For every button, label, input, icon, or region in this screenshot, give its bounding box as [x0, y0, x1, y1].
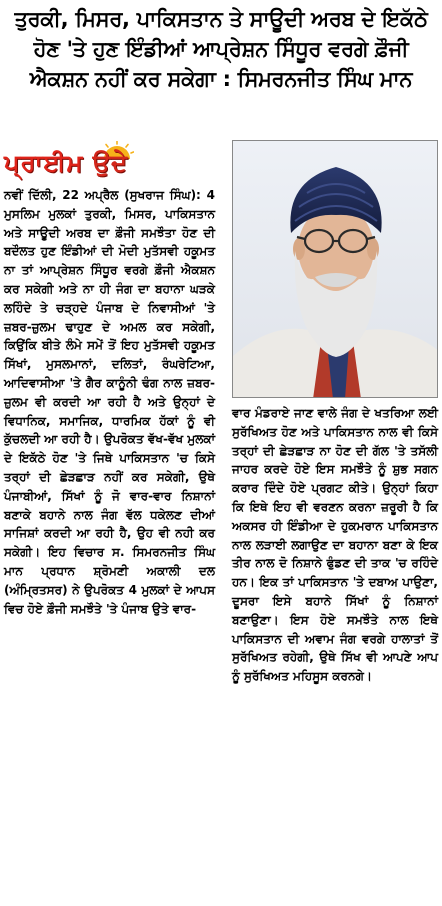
portrait-illustration [233, 141, 438, 398]
article-column-2: ਵਾਰ ਮੰਡਰਾਏ ਜਾਣ ਵਾਲੇ ਜੰਗ ਦੇ ਖਤਰਿਆ ਲਈ ਸੁਰੱਖਿਅਤ ਹੋਣ ਅਤੇ ਪਾਕਿਸਤਾਨ ਨਾਲ ਵੀ ਕਿਸੇ ਤਰ੍ਹਾਂ ਦੀ ਛੇੜਛਾੜ ਨਾ ਹੋਣ ਦੀ ਗੱਲ 'ਤੇ ਤਸੱਲੀ ਜਾਹਰ ਕਰਦੇ ਹੋਏ ਇਸ ਸਮਝੌਤੇ ਨੂੰ ਸ਼ੁਭ ਸਗਨ ਕਰਾਰ ਦਿੰਦੇ ਹੋਏ ਪ੍ਰਗਟ ਕੀਤੇ। ਉਨ੍ਹਾਂ ਕਿਹਾ ਕਿ ਇਥੇ ਇਹ ਵੀ ਵਰਣਨ ਕਰਨਾ ਜ਼ਰੂਰੀ ਹੈ ਕਿ ਅਕਸਰ ਹੀ ਇੰਡੀਆ ਦੇ ਹੁਕਮਰਾਨ ਪਾਕਿਸਤਾਨ ਨਾਲ ਲੜਾਈ ਲਗਾਉਣ ਦਾ ਬਹਾਨਾ ਬਣਾ ਕੇ ਇਕ ਤੀਰ ਨਾਲ ਦੋ ਨਿਸ਼ਾਨੇ ਫੁੰਡਣ ਦੀ ਤਾਕ 'ਚ ਰਹਿੰਦੇ ਹਨ। ਇਕ ਤਾਂ ਪਾਕਿਸਤਾਨ 'ਤੇ ਦਬਾਅ ਪਾਉਣਾ, ਦੂਸਰਾ ਇਸੇ ਬਹਾਨੇ ਸਿੱਖਾਂ ਨੂੰ ਨਿਸ਼ਾਨਾਂ ਬਣਾਉਣਾ। ਇਸ ਹੋਏ ਸਮਝੌਤੇ ਨਾਲ ਇਥੇ ਪਾਕਿਸਤਾਨ ਦੀ ਅਵਾਮ ਜੰਗ ਵਰਗੇ ਹਾਲਾਤਾਂ ਤੋਂ ਸੁਰੱਖਿਅਤ ਰਹੇਗੀ, ਉਥੇ ਸਿੱਖ ਵੀ ਆਪਣੇ ਆਪ ਨੂੰ ਸੁਰੱਖਿਅਤ ਮਹਿਸੂਸ ਕਰਨਗੇ। [232, 406, 438, 684]
masthead-logo [4, 140, 214, 180]
masthead-title-part1: ਪ੍ਰਾਈਮ [4, 149, 84, 177]
portrait-photo [232, 140, 438, 398]
headline: ਤੁਰਕੀ, ਮਿਸਰ, ਪਾਕਿਸਤਾਨ ਤੇ ਸਾਊਦੀ ਅਰਬ ਦੇ ਇਕੱਠੇ ਹੋਣ 'ਤੇ ਹੁਣ ਇੰਡੀਆਂ ਆਪ੍ਰੇਸ਼ਨ ਸਿੰਧੂਰ ਵਰਗੇ ਫ਼ੌਜੀ ਐਕਸ਼ਨ ਨਹੀਂ ਕਰ ਸਕੇਗਾ : ਸਿਮਰਨਜੀਤ ਸਿੰਘ ਮਾਨ [14, 7, 428, 91]
article-column-1: ਨਵੀਂ ਦਿੱਲੀ, 22 ਅਪ੍ਰੈਲ (ਸੁਖਰਾਜ ਸਿੰਘ): 4 ਮੁਸਲਿਮ ਮੁਲਕਾਂ ਤੁਰਕੀ, ਮਿਸਰ, ਪਾਕਿਸਤਾਨ ਅਤੇ ਸਾਊਦੀ ਅਰਬ ਦਾ ਫ਼ੌਜੀ ਸਮਝੌਤਾ ਹੋਣ ਦੀ ਬਦੌਲਤ ਹੁਣ ਇੰਡੀਆਂ ਦੀ ਮੋਦੀ ਮੁਤੱਸਵੀ ਹਕੂਮਤ ਨਾ ਤਾਂ ਆਪ੍ਰੇਸ਼ਨ ਸਿੰਧੂਰ ਵਰਗੇ ਫ਼ੌਜੀ ਐਕਸ਼ਨ ਕਰ ਸਕੇਗੀ ਅਤੇ ਨਾ ਹੀ ਜੰਗ ਦਾ ਬਹਾਨਾ ਘੜਕੇ ਲਹਿੰਦੇ ਤੇ ਚੜ੍ਹਦੇ ਪੰਜਾਬ ਦੇ ਨਿਵਾਸੀਆਂ 'ਤੇ ਜ਼ਬਰ-ਜ਼ੁਲਮ ਢਾਹੁਣ ਦੇ ਅਮਲ ਕਰ ਸਕੇਗੀ, ਕਿਉਂਕਿ ਬੀਤੇ ਲੰਮੇ ਸਮੇਂ ਤੋਂ ਇਹ ਮੁਤੱਸਵੀ ਹਕੂਮਤ ਸਿੱਖਾਂ, ਮੁਸਲਮਾਨਾਂ, ਦਲਿਤਾਂ, ਰੰਘਰੇਟਿਆ, ਆਦਿਵਾਸੀਆ 'ਤੇ ਗੈਰ ਕਾਨੂੰਨੀ ਢੰਗ ਨਾਲ ਜ਼ਬਰ-ਜ਼ੁਲਮ ਵੀ ਕਰਦੀ ਆ ਰਹੀ ਹੈ ਅਤੇ ਉਨ੍ਹਾਂ ਦੇ ਵਿਧਾਨਿਕ, ਸਮਾਜਿਕ, ਧਾਰਮਿਕ ਹੱਕਾਂ ਨੂੰ ਵੀ ਕੁੱਚਲਦੀ ਆ ਰਹੀ ਹੈ। ਉਪਰੋਕਤ ਵੱਖ-ਵੱਖ ਮੁਲਕਾਂ ਦੇ ਇਕੱਠੇ ਹੋਣ 'ਤੇ ਜਿਥੇ ਪਾਕਿਸਤਾਨ 'ਚ ਕਿਸੇ ਤਰ੍ਹਾਂ ਦੀ ਛੇੜਛਾੜ ਨਹੀਂ ਕਰ ਸਕੇਗੀ, ਉਥੇ ਪੰਜਾਬੀਆਂ, ਸਿੱਖਾਂ ਨੂੰ ਜੋ ਵਾਰ-ਵਾਰ ਨਿਸ਼ਾਨਾਂ ਬਣਾਕੇ ਬਹਾਨੇ ਨਾਲ ਜੰਗ ਵੱਲ ਧਕੇਲਣ ਦੀਆਂ ਸਾਜਿਸ਼ਾਂ ਕਰਦੀ ਆ ਰਹੀ ਹੈ, ਉਹ ਵੀ ਨਹੀ ਕਰ ਸਕੇਗੀ। ਇਹ ਵਿਚਾਰ ਸ. ਸਿਮਰਨਜੀਤ ਸਿੰਘ ਮਾਨ ਪ੍ਰਧਾਨ ਸ਼੍ਰੋਮਣੀ ਅਕਾਲੀ ਦਲ (ਅੰਮ੍ਰਿਤਸਰ) ਨੇ ਉਪਰੋਕਤ 4 ਮੁਲਕਾਂ ਦੇ ਆਪਸ ਵਿਚ ਹੋਏ ਫ਼ੌਜੀ ਸਮਝੌਤੇ 'ਤੇ ਪੰਜਾਬ ਉਤੇ ਵਾਰ- [4, 188, 215, 616]
masthead-title-part2: ਉਦੇ [92, 149, 128, 177]
masthead-title [4, 148, 128, 178]
